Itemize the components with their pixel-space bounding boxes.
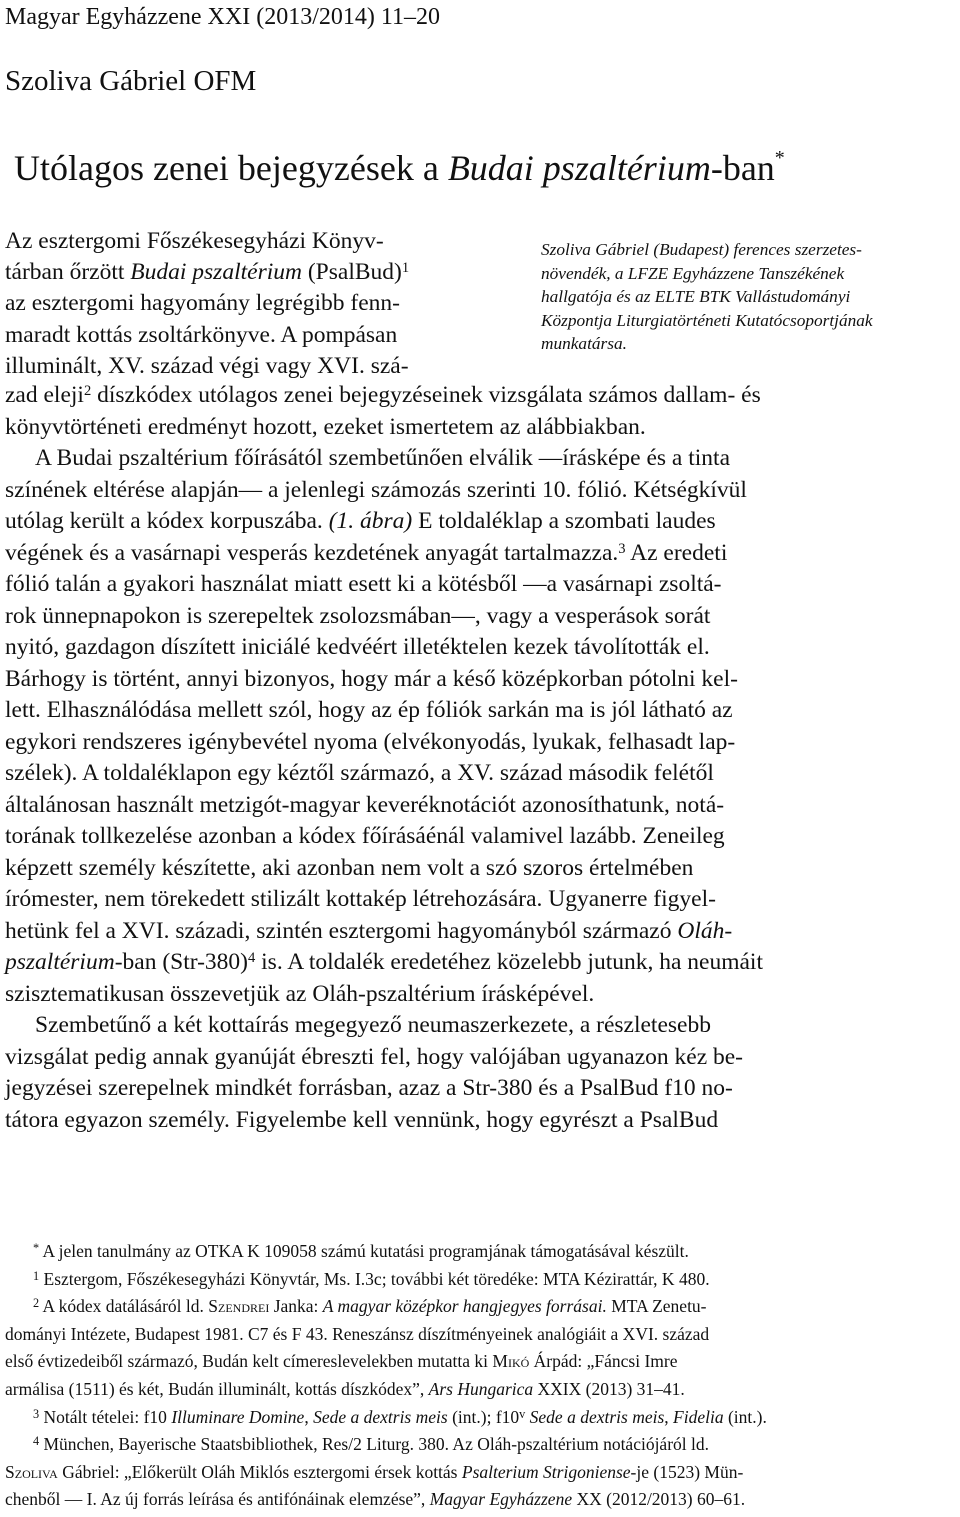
text-run: szisztematikusan összevetjük az Oláh-pszaltérium írásképével.	[5, 980, 595, 1007]
running-head: Magyar Egyházzene XXI (2013/2014) 11–20	[5, 4, 440, 30]
text-line	[5, 443, 957, 475]
text-run: (int.); f10	[447, 1406, 520, 1427]
text-run: Szembetűnő a két kottaírás megegyező neumaszerkezete, a részletesebb	[35, 1012, 711, 1038]
text-run: Gábriel: „Előkerült Oláh Miklós esztergomi érsek kottás	[57, 1461, 462, 1482]
bio-line: munkatársa.	[541, 334, 627, 353]
note-marker: 3	[618, 540, 626, 557]
text-run: dományi Intézete, Budapest 1981. C7 és F 43. Reneszánsz díszítményeinek analógiáit a XVI. század	[5, 1323, 710, 1344]
text-run: fólió talán a gyakori használat miatt esett ki a kötésből —a vasárnapi zsoltá-	[5, 571, 722, 597]
text-run: vizsgálat pedig annak gyanúját ébreszti fel, hogy valójában ugyanazon kéz be-	[5, 1043, 744, 1070]
small-caps-name: Szendrei	[208, 1296, 270, 1317]
text-line	[5, 475, 957, 507]
text-line	[5, 1404, 957, 1432]
text-run: maradt kottás zsoltárkönyve. A pompásan	[5, 321, 398, 348]
text-line	[5, 288, 526, 319]
text-run: -je (1523) Mün-	[630, 1461, 744, 1482]
text-line	[5, 320, 526, 351]
text-line	[5, 1105, 957, 1137]
italic-text: Budai pszaltérium	[447, 148, 711, 188]
text-run: is. A toldalék eredetéhez közelebb jutunk, ha neumáit	[255, 949, 763, 975]
note-marker: 3	[33, 1406, 40, 1421]
text-run: XXIX (2013) 31–41.	[533, 1378, 685, 1399]
footnotes	[5, 1238, 957, 1514]
author-bio	[541, 238, 956, 356]
text-run: utólag került a kódex korpuszába.	[5, 508, 329, 534]
note-marker: 2	[33, 1296, 40, 1311]
text-run: nyitó, gazdagon díszített iniciálé kedvéért illetéktelen kezek távolították el.	[5, 634, 710, 660]
text-run: Utólagos zenei bejegyzések a	[14, 148, 448, 188]
text-line	[5, 979, 957, 1011]
note-marker: *	[774, 147, 785, 169]
text-line	[5, 695, 957, 727]
text-run: rok ünnepnapokon is szerepeltek zsolozsmában—, vagy a vesperások sorát	[5, 602, 711, 629]
text-run: Esztergom, Főszékesegyházi Könyvtár, Ms. I.3c; további két töredéke: MTA Kézirattár, K 480.	[39, 1268, 710, 1289]
text-line	[5, 257, 526, 288]
text-line	[5, 1073, 957, 1105]
author-name: Szoliva Gábriel OFM	[5, 65, 257, 97]
text-run: E toldaléklap a szombati laudes	[412, 508, 716, 534]
text-run: XX (2012/2013) 60–61.	[572, 1489, 746, 1510]
italic-text: (1. ábra)	[328, 508, 413, 534]
text-run: általánosan használt metzigót-magyar keveréknotációt azonosíthatunk, notá-	[5, 791, 725, 818]
text-run: illuminált, XV. század végi vagy XVI. szá-	[5, 352, 409, 379]
body-text	[5, 380, 957, 1136]
text-line	[5, 1459, 957, 1487]
text-run: tárban őrzött	[5, 259, 131, 286]
text-line	[5, 853, 957, 885]
note-marker: 1	[401, 260, 410, 277]
text-line	[5, 821, 957, 853]
text-line	[5, 884, 957, 916]
italic-text: Budai pszaltérium	[130, 259, 302, 286]
text-run: hetünk fel a XVI. századi, szintén esztergomi hagyományból származó	[5, 917, 678, 944]
text-line	[5, 351, 526, 382]
note-marker: v	[519, 1406, 526, 1421]
text-run: Bárhogy is történt, annyi bizonyos, hogy már a késő középkorban pótolni kel-	[5, 665, 738, 692]
text-line	[5, 1486, 957, 1514]
text-run: Notált tételei: f10	[39, 1406, 172, 1427]
text-run: A Budai pszaltérium főírásától szembetűnően elválik —írásképe és a tinta	[35, 445, 730, 471]
italic-text: pszaltérium	[5, 949, 115, 975]
text-line	[5, 947, 957, 979]
note-marker: 1	[33, 1268, 40, 1283]
text-run: egykori rendszeres igénybevétel nyoma (elvékonyodás, lyukak, felhasadt lap-	[5, 728, 736, 755]
italic-text: Oláh-	[677, 917, 733, 944]
italic-text: Sede a dextris meis	[529, 1406, 665, 1427]
text-line	[5, 1376, 957, 1404]
text-line	[5, 1238, 957, 1266]
text-run: A jelen tanulmány az OTKA K 109058 számú kutatási programjának támogatásával készült.	[39, 1241, 689, 1261]
italic-text: Magyar Egyházzene	[429, 1489, 573, 1510]
note-marker: 4	[33, 1434, 40, 1449]
italic-text: Illuminare Domine	[171, 1406, 305, 1427]
bio-line: Szoliva Gábriel (Budapest) ferences szerzetes-	[541, 240, 862, 259]
bio-line: Központja Liturgiatörténeti Kutatócsoportjának	[541, 310, 873, 330]
text-run: zad eleji	[5, 382, 84, 408]
text-run: végének és a vasárnapi vesperás kezdetének anyagát tartalmazza.	[5, 539, 619, 566]
text-run: jegyzései szerepelnek mindkét forrásban, azaz a Str-380 és a PsalBud f10 no-	[5, 1075, 733, 1101]
text-run: MTA Zenetu-	[606, 1296, 707, 1317]
text-line	[5, 916, 957, 948]
text-run: tátora egyazon személy. Figyelembe kell vennünk, hogy egyrészt a PsalBud	[5, 1106, 719, 1133]
text-run: (int.).	[723, 1406, 767, 1427]
text-run: szélek). A toldaléklapon egy kéztől származó, a XV. század második felétől	[5, 760, 714, 786]
text-run: Árpád: „Fáncsi Imre	[529, 1351, 678, 1372]
text-run: (PsalBud)	[301, 259, 402, 286]
note-marker: 2	[83, 383, 92, 399]
text-line	[5, 380, 957, 412]
text-line	[5, 727, 957, 759]
text-line	[5, 1266, 957, 1294]
italic-text: Ars Hungarica	[428, 1378, 534, 1399]
text-run: torának tollkezelése azonban a kódex főírásáénál valamivel lazább. Zeneileg	[5, 823, 725, 849]
text-run: ,	[664, 1406, 674, 1427]
italic-text: Sede a dextris meis	[313, 1406, 448, 1427]
bio-line: növendék, a LFZE Egyházzene Tanszékének	[541, 263, 845, 283]
article-title	[14, 136, 785, 190]
text-line	[5, 1293, 957, 1321]
text-run: díszkódex utólagos zenei bejegyzéseinek vizsgálata számos dallam- és	[91, 382, 761, 408]
text-run: ,	[304, 1406, 314, 1427]
text-line	[5, 412, 957, 444]
text-line	[5, 1348, 957, 1376]
text-run: Janka:	[269, 1296, 323, 1317]
text-line	[5, 569, 957, 601]
text-line	[5, 506, 957, 538]
text-run: -ban	[710, 148, 775, 188]
text-run: -ban (Str-380)	[114, 949, 248, 975]
text-run: írómester, nem törekedett stilizált kottakép létrehozására. Ugyanerre figyel-	[5, 886, 716, 912]
text-run: az esztergomi hagyomány legrégibb fenn-	[5, 290, 401, 317]
text-line	[5, 1321, 957, 1349]
text-line	[5, 1431, 957, 1459]
text-run: Az esztergomi Főszékesegyházi Könyv-	[5, 228, 384, 254]
text-line	[5, 758, 957, 790]
text-run: képzett személy készítette, aki azonban nem volt a szó szoros értelmében	[5, 854, 694, 881]
lead-paragraph	[5, 226, 526, 382]
text-run: lett. Elhasználódása mellett szól, hogy az ép fóliók sarkán ma is jól látható az	[5, 697, 733, 723]
italic-text: Psalterium Strigoniense	[461, 1461, 631, 1482]
italic-text: Fidelia	[673, 1406, 724, 1427]
text-line	[5, 1042, 957, 1074]
small-caps-name: Szoliva	[5, 1461, 58, 1482]
text-line	[5, 632, 957, 664]
note-marker: 4	[248, 950, 256, 966]
text-line	[5, 226, 526, 257]
italic-text: A magyar középkor hangjegyes forrásai.	[322, 1296, 607, 1317]
text-run: színének eltérése alapján— a jelenlegi számozás szerinti 10. fólió. Kétségkívül	[5, 476, 747, 503]
text-run: armálisa (1511) és két, Budán illuminált, kottás díszkódex”,	[5, 1378, 429, 1399]
text-run: chenből — I. Az új forrás leírása és antifónáinak elemzése”,	[5, 1489, 430, 1510]
text-line	[5, 601, 957, 633]
text-line	[5, 790, 957, 822]
text-line	[5, 664, 957, 696]
text-run: München, Bayerische Staatsbibliothek, Res/2 Liturg. 380. Az Oláh-pszaltérium notációjáról ld.	[39, 1434, 710, 1455]
text-run: Az eredeti	[625, 539, 728, 566]
bio-line: hallgatója és az ELTE BTK Vallástudományi	[541, 287, 851, 306]
text-line	[5, 1010, 957, 1042]
text-run: A kódex datálásáról ld.	[39, 1296, 209, 1317]
small-caps-name: Mikó	[492, 1351, 530, 1372]
text-run: első évtizedeiből származó, Budán kelt címereslevelekben mutatta ki	[5, 1351, 493, 1372]
text-line	[5, 538, 957, 570]
text-run: könyvtörténeti eredményt hozott, ezeket ismertetem az alábbiakban.	[5, 413, 646, 440]
note-marker: *	[33, 1241, 40, 1255]
